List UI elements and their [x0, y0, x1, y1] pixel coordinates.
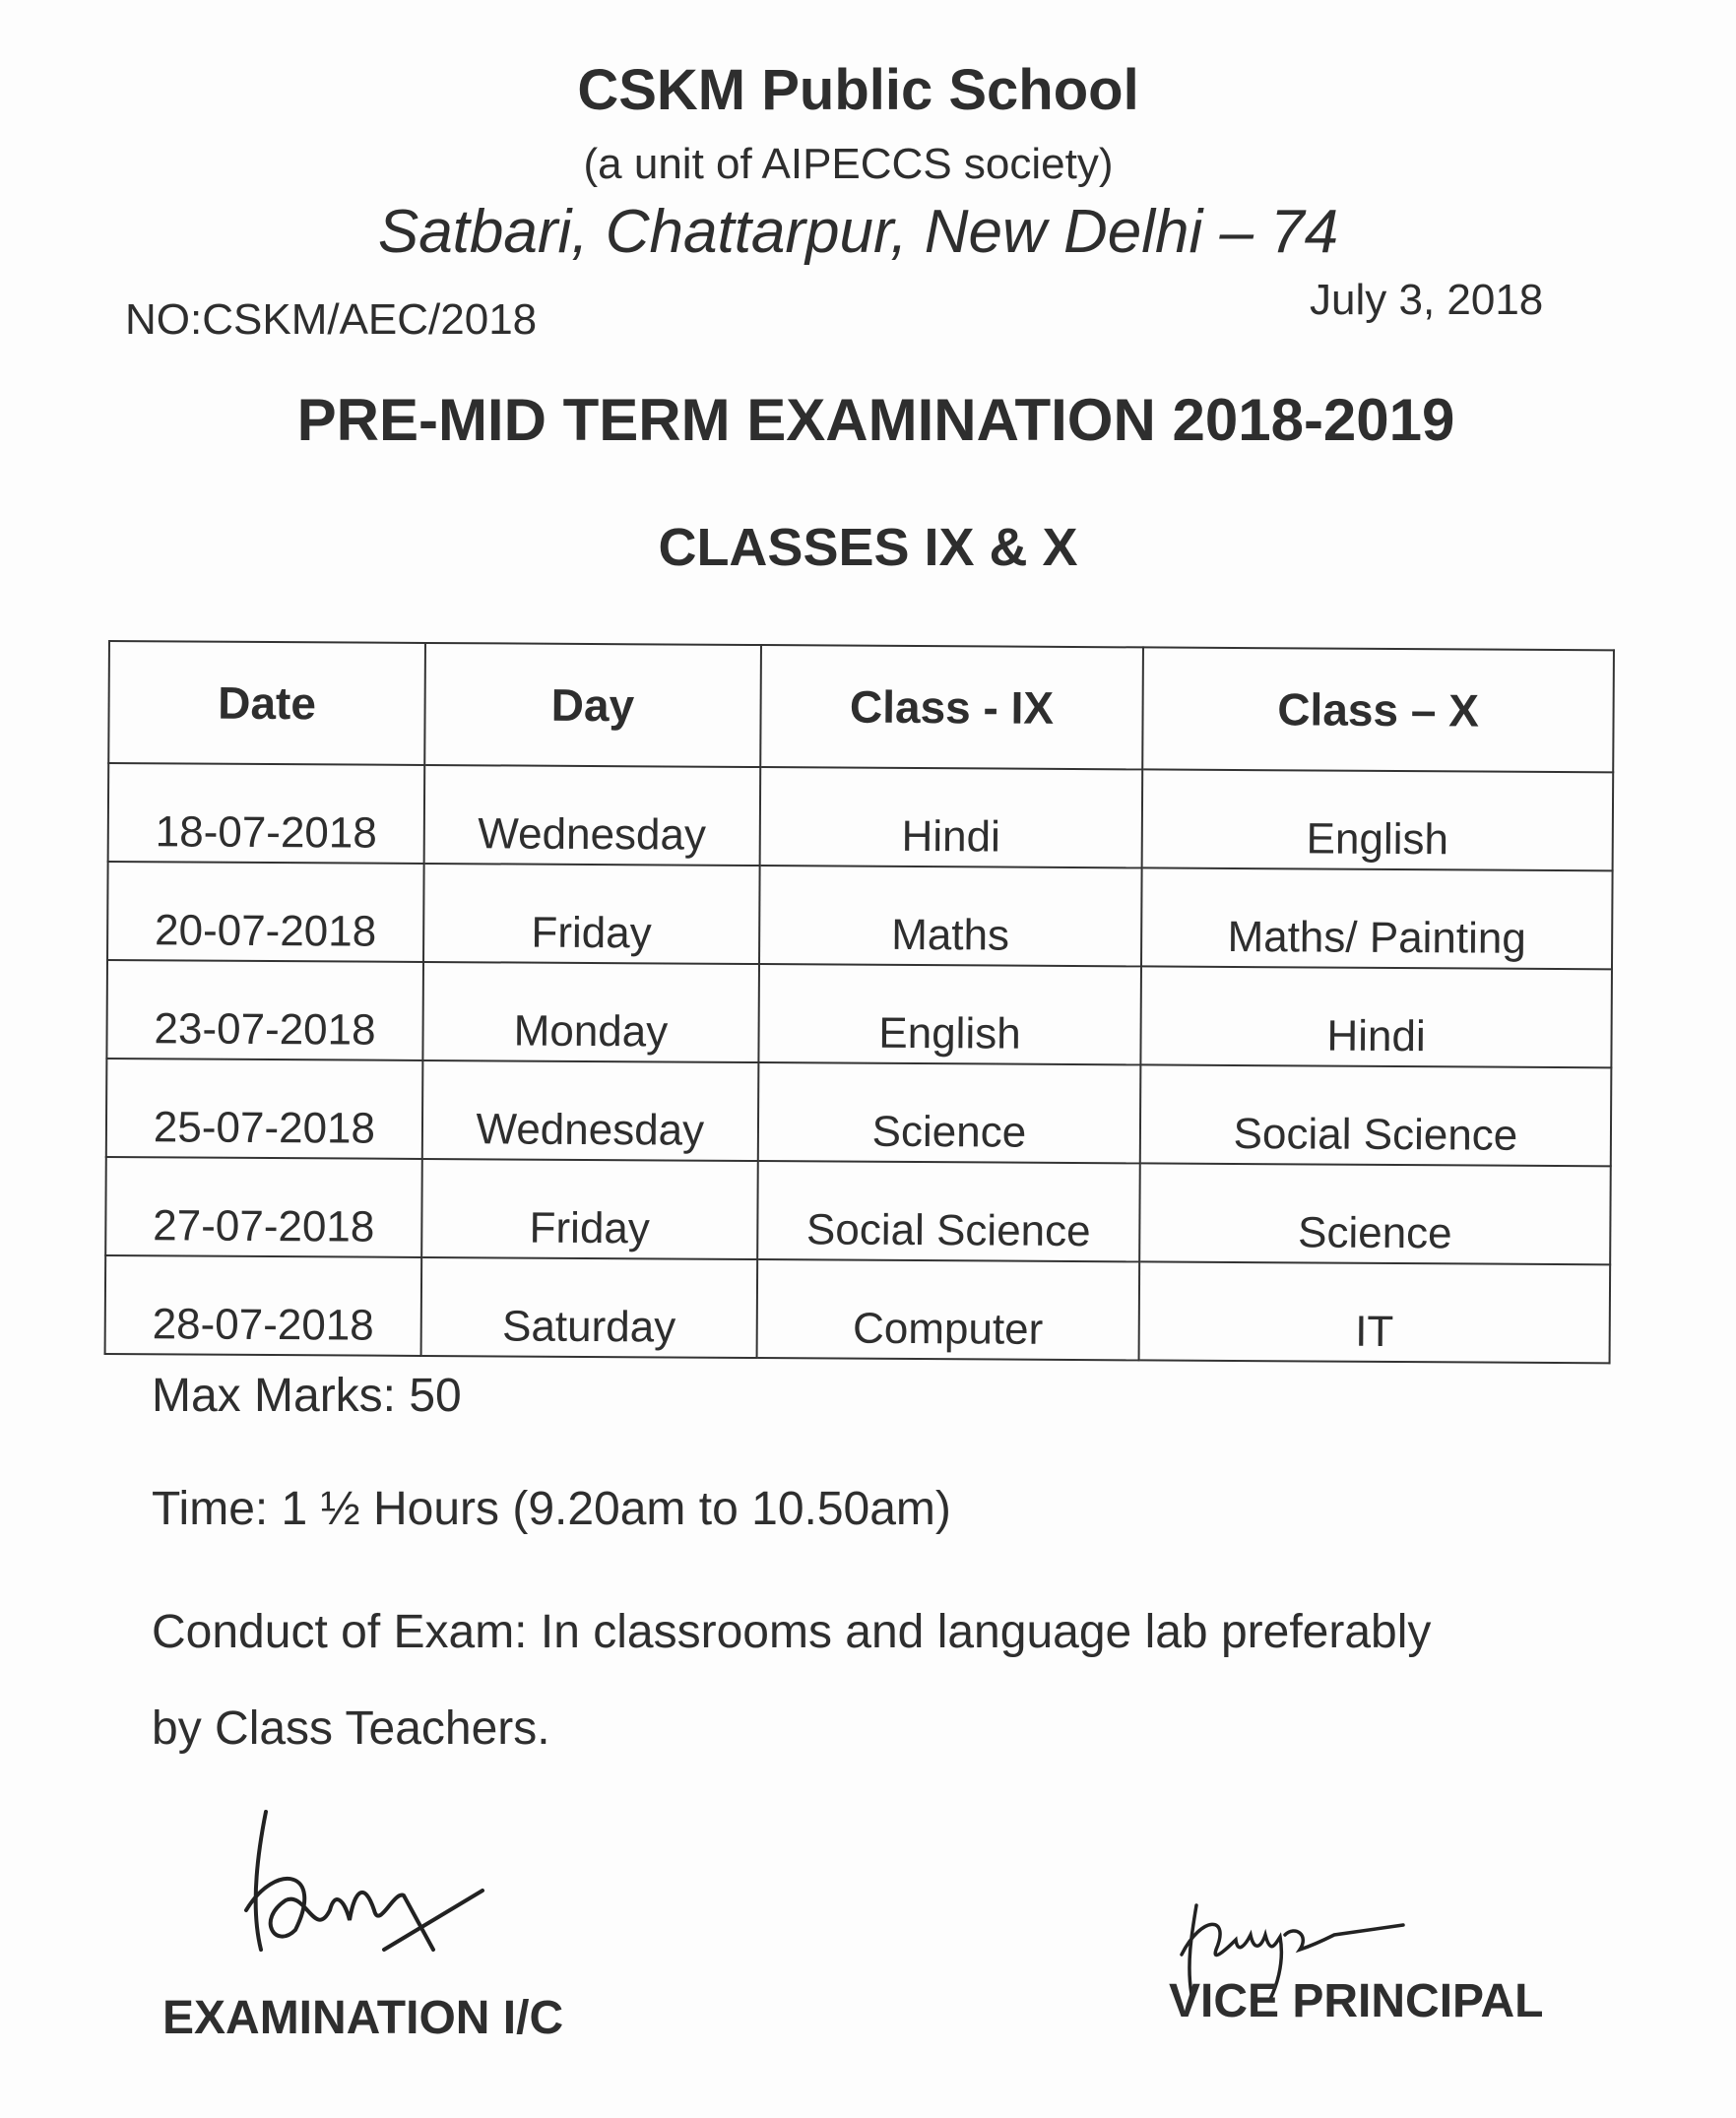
conduct-line-2: by Class Teachers.	[152, 1702, 550, 1755]
header-class-ix: Class - IX	[760, 645, 1143, 769]
examination-ic-label: EXAMINATION I/C	[162, 1992, 564, 2044]
cell-class-x: Maths/ Painting	[1141, 867, 1613, 969]
cell-class-x: IT	[1139, 1261, 1611, 1363]
cell-class-x: English	[1142, 769, 1614, 870]
school-address: Satbari, Chattarpur, New Delhi – 74	[377, 198, 1339, 266]
max-marks: Max Marks: 50	[152, 1370, 462, 1422]
cell-day: Friday	[421, 1159, 758, 1259]
table-row	[107, 862, 1613, 969]
cell-day: Wednesday	[422, 1060, 759, 1161]
school-name: CSKM Public School	[577, 58, 1139, 122]
school-unit: (a unit of AIPECCS society)	[583, 140, 1114, 188]
vice-principal-label: VICE PRINCIPAL	[1169, 1975, 1544, 2027]
cell-class-ix: English	[758, 964, 1141, 1064]
conduct-line-1: Conduct of Exam: In classrooms and language lab preferably	[152, 1606, 1432, 1658]
classes-subtitle: CLASSES IX & X	[658, 518, 1078, 577]
table-row	[106, 960, 1612, 1067]
reference-number: NO:CSKM/AEC/2018	[125, 295, 538, 344]
table-header-row	[108, 641, 1614, 772]
examination-ic-signature	[236, 1802, 492, 1969]
table-row	[108, 763, 1614, 870]
exam-schedule-table	[104, 640, 1615, 1364]
exam-title: PRE-MID TERM EXAMINATION 2018-2019	[296, 387, 1455, 453]
table-row	[105, 1157, 1611, 1264]
header-date: Date	[108, 641, 425, 765]
cell-class-ix: Social Science	[757, 1161, 1140, 1261]
cell-class-x: Hindi	[1140, 966, 1612, 1067]
cell-day: Saturday	[420, 1257, 757, 1358]
notice-date: July 3, 2018	[1310, 276, 1544, 324]
cell-date: 20-07-2018	[107, 862, 423, 962]
table-row	[106, 1059, 1612, 1166]
cell-date: 25-07-2018	[106, 1059, 422, 1159]
cell-class-ix: Hindi	[759, 767, 1142, 867]
header-class-x: Class – X	[1142, 647, 1614, 772]
cell-class-ix: Computer	[756, 1259, 1139, 1360]
header-day: Day	[424, 643, 761, 767]
cell-class-x: Social Science	[1140, 1064, 1612, 1166]
cell-date: 18-07-2018	[108, 763, 424, 864]
cell-class-x: Science	[1139, 1163, 1611, 1264]
cell-class-ix: Maths	[759, 866, 1142, 966]
cell-date: 28-07-2018	[105, 1255, 421, 1356]
cell-day: Wednesday	[424, 765, 761, 866]
cell-date: 27-07-2018	[105, 1157, 421, 1257]
cell-class-ix: Science	[758, 1062, 1141, 1163]
cell-day: Friday	[423, 864, 760, 964]
cell-day: Monday	[422, 962, 759, 1062]
table-row	[105, 1255, 1611, 1363]
exam-time: Time: 1 ½ Hours (9.20am to 10.50am)	[152, 1483, 951, 1535]
cell-date: 23-07-2018	[106, 960, 422, 1060]
